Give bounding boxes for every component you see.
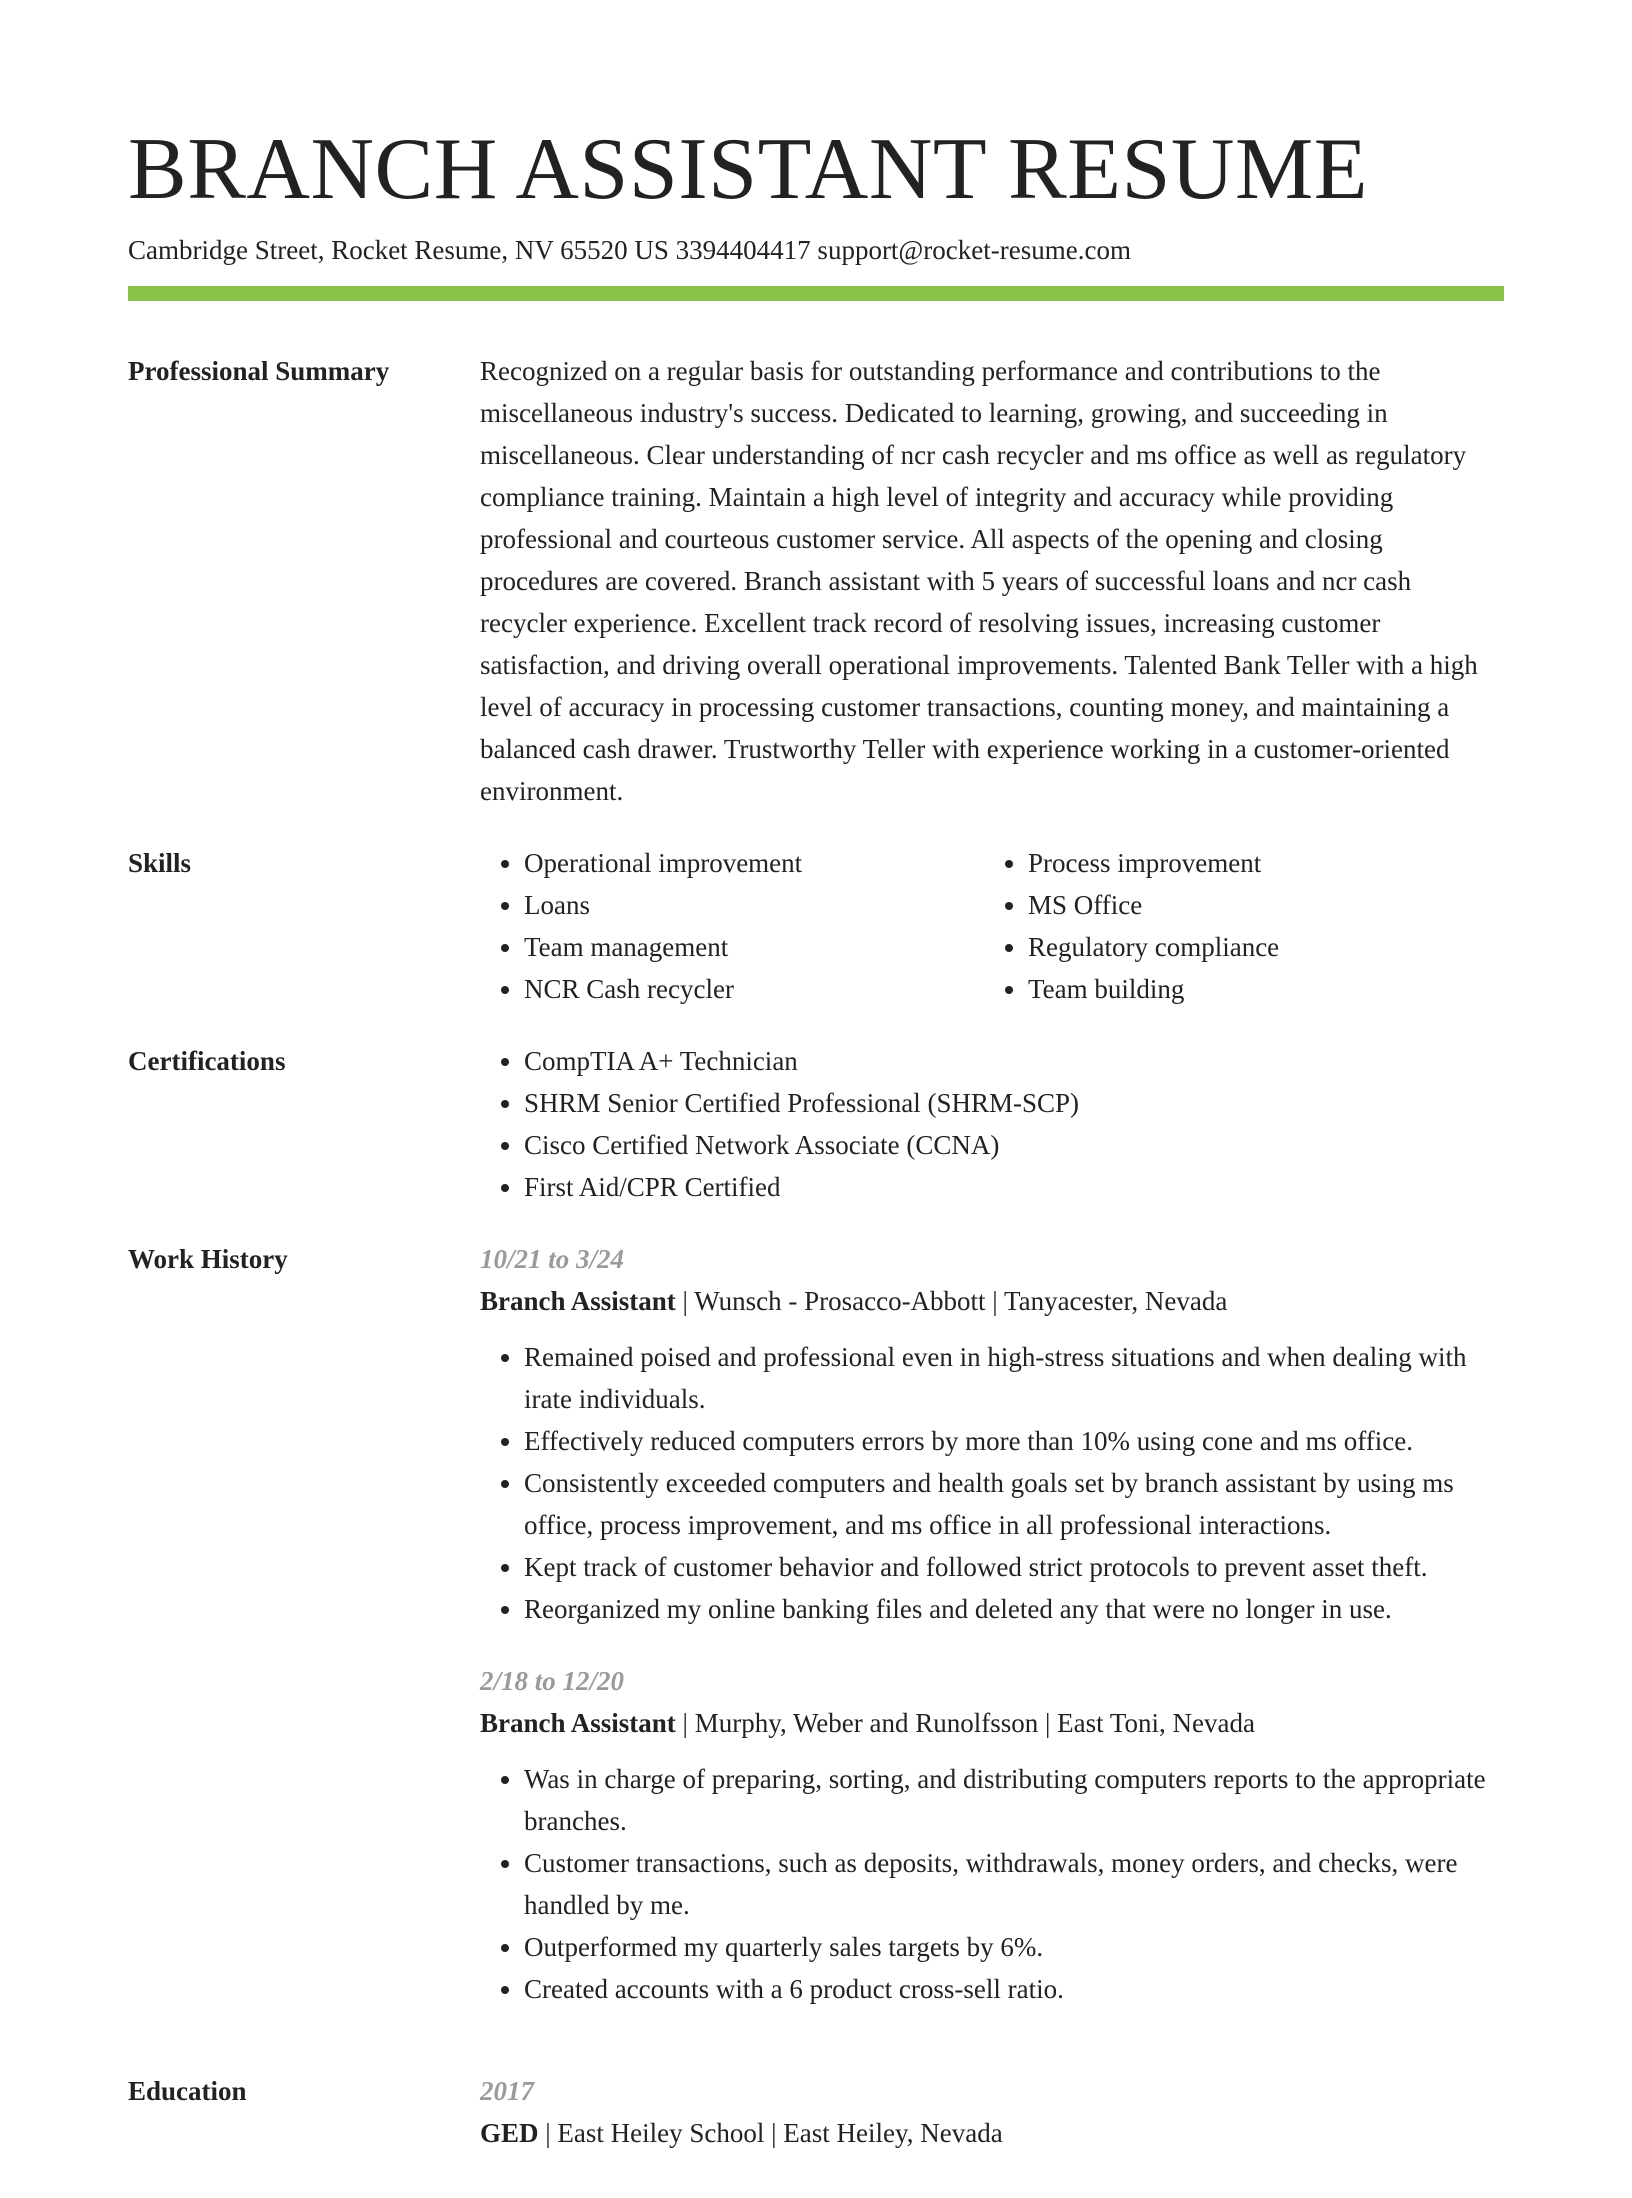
section-label-work: Work History [128,1244,288,1274]
section-label-education: Education [128,2076,247,2106]
certifications-list [480,1040,1504,1208]
job-entry [480,1660,1504,2010]
section-professional-summary [128,350,1504,812]
job-date: 2/18 to 12/20 [480,1666,625,1696]
list-item: • Team management [524,926,984,968]
section-body-summary [480,350,1504,812]
list-item: • Created accounts with a 6 product cross-sell ratio. [524,1968,1504,2010]
education-line [480,2112,1504,2154]
job-bullets [480,1336,1504,1630]
resume-title: BRANCH ASSISTANT RESUME [128,121,1368,218]
list-item: • Reorganized my online banking files and deleted any that were no longer in use. [524,1588,1504,1630]
list-item: • MS Office [1028,884,1488,926]
list-item: • SHRM Senior Certified Professional (SHRM-SCP) [524,1082,1504,1124]
list-item: • Process improvement [1028,842,1488,884]
job-role-line [480,1702,1504,1744]
list-item: • CompTIA A+ Technician [524,1040,1504,1082]
job-role: Branch Assistant [480,1708,676,1738]
job-role-line [480,1280,1504,1322]
resume-sections [128,350,1504,2198]
list-item: • Kept track of customer behavior and followed strict protocols to prevent asset theft. [524,1546,1504,1588]
list-item: • Loans [524,884,984,926]
education-date: 2017 [480,2076,534,2106]
education-degree: GED [480,2118,539,2148]
job-details: | Murphy, Weber and Runolfsson | East Toni, Nevada [675,1708,1255,1738]
skills-list-left [480,842,984,1010]
section-education [128,2070,1504,2168]
section-body-work [480,1238,1504,2040]
list-item: • Regulatory compliance [1028,926,1488,968]
job-details: | Wunsch - Prosacco-Abbott | Tanyacester, Nevada [675,1286,1228,1316]
list-item: • Remained poised and professional even in high-stress situations and when dealing with irate individuals. [524,1336,1504,1420]
job-entry [480,1238,1504,1630]
skills-list-right [984,842,1488,1010]
list-item: • Cisco Certified Network Associate (CCNA) [524,1124,1504,1166]
skills-grid [480,842,1504,1010]
job-role: Branch Assistant [480,1286,676,1316]
job-bullets [480,1758,1504,2010]
section-certifications [128,1040,1504,1208]
list-item: • Operational improvement [524,842,984,884]
section-body-education [480,2070,1504,2168]
list-item: • Customer transactions, such as deposits, withdrawals, money orders, and checks, were handled by me. [524,1842,1504,1926]
contact-line: Cambridge Street, Rocket Resume, NV 65520 US 3394404417 support@rocket-resume.com [128,235,1131,265]
list-item: • Effectively reduced computers errors by more than 10% using cone and ms office. [524,1420,1504,1462]
section-label-skills: Skills [128,848,192,878]
list-item: • Outperformed my quarterly sales targets by 6%. [524,1926,1504,1968]
list-item: • NCR Cash recycler [524,968,984,1010]
section-skills [128,842,1504,1010]
education-details: | East Heiley School | East Heiley, Nevada [538,2118,1003,2148]
section-label-certifications: Certifications [128,1046,286,1076]
job-date: 10/21 to 3/24 [480,1244,625,1274]
list-item: • First Aid/CPR Certified [524,1166,1504,1208]
section-body-certifications [480,1040,1504,1208]
list-item: • Team building [1028,968,1488,1010]
summary-text: Recognized on a regular basis for outstanding performance and contributions to the miscellaneous industry's success. Dedicated to learning, growing, and succeeding in miscellaneous. Clear understanding of ncr cash recycler and ms office as well as regulatory compliance training. Maintain a high level of integrity and accuracy while providing professional and courteous customer service. All aspects of the opening and closing procedures are covered. Branch assistant with 5 years of successful loans and ncr cash recycler experience. Excellent track record of resolving issues, increasing customer satisfaction, and driving overall operational improvements. Talented Bank Teller with a high level of accuracy in processing customer transactions, counting money, and maintaining a balanced cash drawer. Trustworthy Teller with experience working in a customer-oriented environment. [480,356,1478,806]
list-item: • Was in charge of preparing, sorting, and distributing computers reports to the appropriate branches. [524,1758,1504,1842]
section-work-history [128,1238,1504,2040]
list-item: • Consistently exceeded computers and health goals set by branch assistant by using ms office, process improvement, and ms office in all professional interactions. [524,1462,1504,1546]
accent-divider [128,286,1504,301]
section-label-summary: Professional Summary [128,356,390,386]
